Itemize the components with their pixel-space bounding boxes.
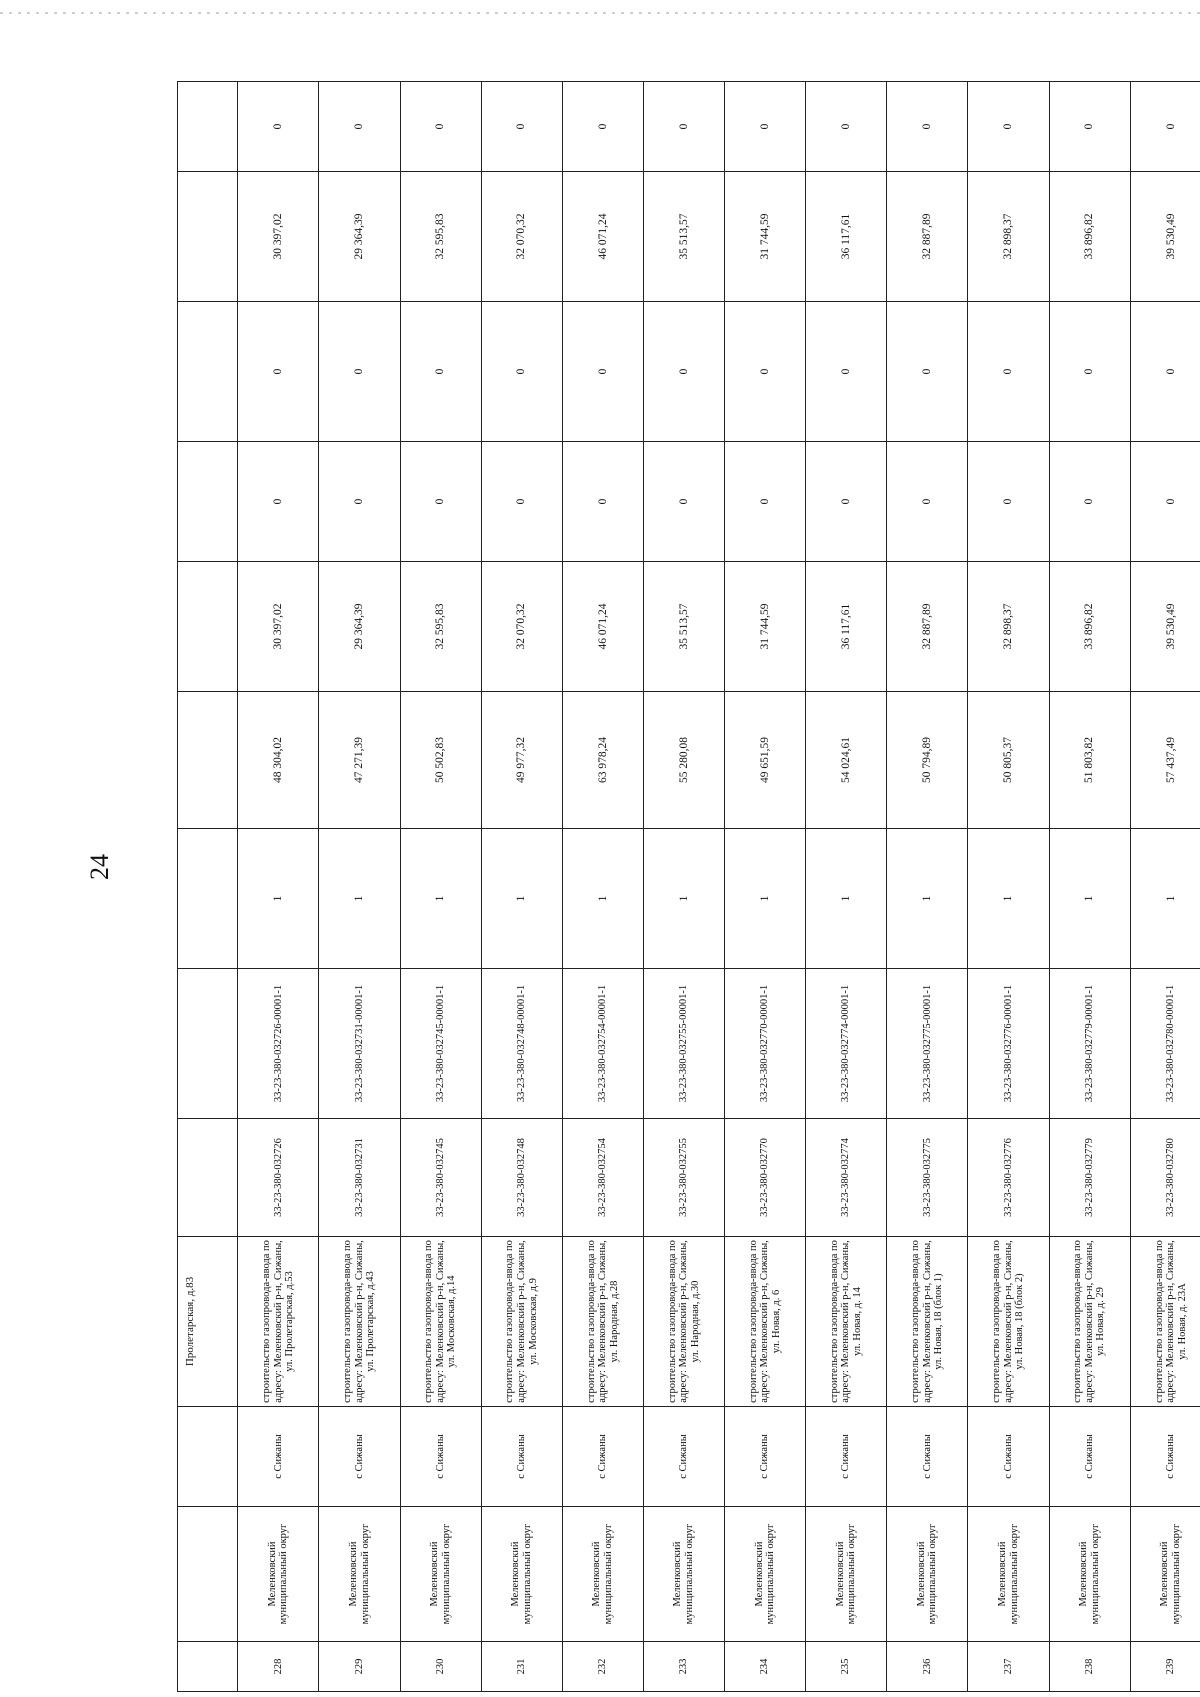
district-cell: Меленковский муниципальный округ [1130,1507,1200,1642]
object-code-cell: 33-23-380-032776-00001-1 [968,969,1049,1119]
object-description-cell: строительство газопровода-ввода по адресу: Меленковский р-н, Сижаны, ул. Новая, 18 (блок 1) [887,1237,968,1407]
zero-value-cell: 0 [643,82,724,172]
zero-value-cell: 0 [1049,82,1130,172]
district-cell: Меленковский муниципальный округ [806,1507,887,1642]
object-description-cell: строительство газопровода-ввода по адресу: Меленковский р-н, Сижаны, ул. Новая, 18 (блок 2) [968,1237,1049,1407]
object-code-cell: 33-23-380-032774-00001-1 [806,969,887,1119]
quantity-cell: 1 [562,829,643,969]
district-cell: Меленковский муниципальный округ [400,1507,481,1642]
empty-cell [178,1119,238,1237]
district-cell: Меленковский муниципальный округ [887,1507,968,1642]
amount-cell: 29 364,39 [319,562,400,692]
locality-cell: с Сижаны [887,1407,968,1507]
quantity-cell: 1 [725,829,806,969]
locality-cell: с Сижаны [806,1407,887,1507]
row-number-cell: 232 [562,1642,643,1692]
quantity-cell: 1 [238,829,319,969]
zero-value-cell: 0 [238,82,319,172]
row-number-cell: 235 [806,1642,887,1692]
amount-cell: 39 530,49 [1130,562,1200,692]
zero-value-cell: 0 [887,82,968,172]
district-cell: Меленковский муниципальный округ [643,1507,724,1642]
locality-cell: с Сижаны [1049,1407,1130,1507]
object-code-cell: 33-23-380-032754-00001-1 [562,969,643,1119]
row-number-cell: 230 [400,1642,481,1692]
amount-cell: 31 744,59 [725,172,806,302]
amount-cell: 33 896,82 [1049,562,1130,692]
table-row [725,82,806,1692]
locality-cell: с Сижаны [400,1407,481,1507]
row-number-cell: 237 [968,1642,1049,1692]
total-cost-cell: 47 271,39 [319,692,400,829]
cadastral-code-cell: 33-23-380-032774 [806,1119,887,1237]
zero-value-cell: 0 [887,302,968,442]
object-code-cell: 33-23-380-032780-00001-1 [1130,969,1200,1119]
zero-value-cell: 0 [643,442,724,562]
table-row [1049,82,1130,1692]
locality-cell: с Сижаны [481,1407,562,1507]
cadastral-code-cell: 33-23-380-032745 [400,1119,481,1237]
table-row [481,82,562,1692]
total-cost-cell: 51 803,82 [1049,692,1130,829]
empty-cell [178,442,238,562]
zero-value-cell: 0 [319,442,400,562]
zero-value-cell: 0 [1049,302,1130,442]
locality-cell: с Сижаны [319,1407,400,1507]
quantity-cell: 1 [1049,829,1130,969]
locality-cell: с Сижаны [968,1407,1049,1507]
amount-cell: 39 530,49 [1130,172,1200,302]
page-number: 24 [85,854,114,880]
table-row [238,82,319,1692]
table-row [643,82,724,1692]
district-cell: Меленковский муниципальный округ [725,1507,806,1642]
total-cost-cell: 49 977,32 [481,692,562,829]
object-description-cell: строительство газопровода-ввода по адресу: Меленковский р-н, Сижаны, ул. Народная, д.30 [643,1237,724,1407]
locality-cell: с Сижаны [562,1407,643,1507]
amount-cell: 30 397,02 [238,562,319,692]
cadastral-code-cell: 33-23-380-032775 [887,1119,968,1237]
object-description-cell: строительство газопровода-ввода по адресу: Меленковский р-н, Сижаны, ул. Московская, д.9 [481,1237,562,1407]
amount-cell: 46 071,24 [562,172,643,302]
scan-edge-line [0,12,1200,14]
empty-cell [178,969,238,1119]
locality-cell: с Сижаны [643,1407,724,1507]
cadastral-code-cell: 33-23-380-032731 [319,1119,400,1237]
zero-value-cell: 0 [562,442,643,562]
amount-cell: 35 513,57 [643,172,724,302]
district-cell: Меленковский муниципальный округ [481,1507,562,1642]
empty-cell [178,302,238,442]
zero-value-cell: 0 [725,82,806,172]
object-description-cell: строительство газопровода-ввода по адресу: Меленковский р-н, Сижаны, ул. Новая, д. 6 [725,1237,806,1407]
quantity-cell: 1 [968,829,1049,969]
total-cost-cell: 50 794,89 [887,692,968,829]
district-cell: Меленковский муниципальный округ [562,1507,643,1642]
amount-cell: 36 117,61 [806,562,887,692]
amount-cell: 32 898,37 [968,172,1049,302]
locality-cell: с Сижаны [238,1407,319,1507]
row-number-cell: 229 [319,1642,400,1692]
zero-value-cell: 0 [400,442,481,562]
empty-cell [178,82,238,172]
quantity-cell: 1 [481,829,562,969]
zero-value-cell: 0 [1130,442,1200,562]
object-description-cell: строительство газопровода-ввода по адресу: Меленковский р-н, Сижаны, ул. Московская, д.14 [400,1237,481,1407]
empty-cell [178,1407,238,1507]
zero-value-cell: 0 [1130,82,1200,172]
amount-cell: 32 070,32 [481,172,562,302]
zero-value-cell: 0 [725,302,806,442]
amount-cell: 30 397,02 [238,172,319,302]
empty-cell [178,829,238,969]
object-description-cell: строительство газопровода-ввода по адресу: Меленковский р-н, Сижаны, ул. Пролетарская, д.43 [319,1237,400,1407]
amount-cell: 33 896,82 [1049,172,1130,302]
carry-over-row [178,82,238,1692]
zero-value-cell: 0 [968,82,1049,172]
zero-value-cell: 0 [1049,442,1130,562]
table-row [562,82,643,1692]
zero-value-cell: 0 [725,442,806,562]
amount-cell: 29 364,39 [319,172,400,302]
empty-cell [178,1642,238,1692]
total-cost-cell: 50 502,83 [400,692,481,829]
object-code-cell: 33-23-380-032748-00001-1 [481,969,562,1119]
object-description-cell: строительство газопровода-ввода по адресу: Меленковский р-н, Сижаны, ул. Новая, д. 23А [1130,1237,1200,1407]
table-row [806,82,887,1692]
quantity-cell: 1 [806,829,887,969]
zero-value-cell: 0 [481,82,562,172]
zero-value-cell: 0 [319,82,400,172]
cadastral-code-cell: 33-23-380-032779 [1049,1119,1130,1237]
amount-cell: 32 595,83 [400,172,481,302]
empty-cell [178,172,238,302]
table-row [887,82,968,1692]
object-code-cell: 33-23-380-032779-00001-1 [1049,969,1130,1119]
object-code-cell: 33-23-380-032745-00001-1 [400,969,481,1119]
table-row [1130,82,1200,1692]
amount-cell: 32 070,32 [481,562,562,692]
object-description-cell: строительство газопровода-ввода по адресу: Меленковский р-н, Сижаны, ул. Пролетарская, д.53 [238,1237,319,1407]
district-cell: Меленковский муниципальный округ [319,1507,400,1642]
amount-cell: 46 071,24 [562,562,643,692]
cadastral-code-cell: 33-23-380-032755 [643,1119,724,1237]
quantity-cell: 1 [643,829,724,969]
empty-cell [178,562,238,692]
cadastral-code-cell: 33-23-380-032754 [562,1119,643,1237]
locality-cell: с Сижаны [725,1407,806,1507]
zero-value-cell: 0 [400,302,481,442]
total-cost-cell: 57 437,49 [1130,692,1200,829]
table-row [968,82,1049,1692]
locality-cell: с Сижаны [1130,1407,1200,1507]
district-cell: Меленковский муниципальный округ [1049,1507,1130,1642]
amount-cell: 32 887,89 [887,562,968,692]
zero-value-cell: 0 [562,302,643,442]
zero-value-cell: 0 [1130,302,1200,442]
zero-value-cell: 0 [806,82,887,172]
amount-cell: 32 898,37 [968,562,1049,692]
amount-cell: 32 595,83 [400,562,481,692]
zero-value-cell: 0 [481,302,562,442]
zero-value-cell: 0 [887,442,968,562]
zero-value-cell: 0 [968,302,1049,442]
row-number-cell: 239 [1130,1642,1200,1692]
zero-value-cell: 0 [562,82,643,172]
object-code-cell: 33-23-380-032770-00001-1 [725,969,806,1119]
zero-value-cell: 0 [319,302,400,442]
object-code-cell: 33-23-380-032775-00001-1 [887,969,968,1119]
total-cost-cell: 48 304,02 [238,692,319,829]
carry-over-text: Пролетарская, д.83 [178,1237,238,1407]
cadastral-code-cell: 33-23-380-032726 [238,1119,319,1237]
district-cell: Меленковский муниципальный округ [968,1507,1049,1642]
row-number-cell: 231 [481,1642,562,1692]
amount-cell: 36 117,61 [806,172,887,302]
table-row [400,82,481,1692]
cadastral-code-cell: 33-23-380-032780 [1130,1119,1200,1237]
total-cost-cell: 55 280,08 [643,692,724,829]
zero-value-cell: 0 [238,442,319,562]
zero-value-cell: 0 [968,442,1049,562]
row-number-cell: 233 [643,1642,724,1692]
empty-cell [178,1507,238,1642]
row-number-cell: 234 [725,1642,806,1692]
object-description-cell: строительство газопровода-ввода по адресу: Меленковский р-н, Сижаны, ул. Новая, д. 29 [1049,1237,1130,1407]
zero-value-cell: 0 [643,302,724,442]
total-cost-cell: 63 978,24 [562,692,643,829]
object-code-cell: 33-23-380-032755-00001-1 [643,969,724,1119]
quantity-cell: 1 [400,829,481,969]
zero-value-cell: 0 [806,302,887,442]
amount-cell: 35 513,57 [643,562,724,692]
total-cost-cell: 49 651,59 [725,692,806,829]
zero-value-cell: 0 [400,82,481,172]
object-description-cell: строительство газопровода-ввода по адресу: Меленковский р-н, Сижаны, ул. Новая, д. 14 [806,1237,887,1407]
cadastral-code-cell: 33-23-380-032770 [725,1119,806,1237]
total-cost-cell: 54 024,61 [806,692,887,829]
zero-value-cell: 0 [238,302,319,442]
object-code-cell: 33-23-380-032726-00001-1 [238,969,319,1119]
quantity-cell: 1 [887,829,968,969]
table-row [319,82,400,1692]
empty-cell [178,692,238,829]
total-cost-cell: 50 805,37 [968,692,1049,829]
cadastral-code-cell: 33-23-380-032748 [481,1119,562,1237]
cadastral-code-cell: 33-23-380-032776 [968,1119,1049,1237]
district-cell: Меленковский муниципальный округ [238,1507,319,1642]
row-number-cell: 228 [238,1642,319,1692]
object-description-cell: строительство газопровода-ввода по адресу: Меленковский р-н, Сижаны, ул. Народная, д.28 [562,1237,643,1407]
quantity-cell: 1 [1130,829,1200,969]
amount-cell: 32 887,89 [887,172,968,302]
zero-value-cell: 0 [481,442,562,562]
row-number-cell: 238 [1049,1642,1130,1692]
data-table [177,81,1200,1692]
amount-cell: 31 744,59 [725,562,806,692]
quantity-cell: 1 [319,829,400,969]
zero-value-cell: 0 [806,442,887,562]
row-number-cell: 236 [887,1642,968,1692]
object-code-cell: 33-23-380-032731-00001-1 [319,969,400,1119]
rotated-table-container [177,123,1200,1692]
